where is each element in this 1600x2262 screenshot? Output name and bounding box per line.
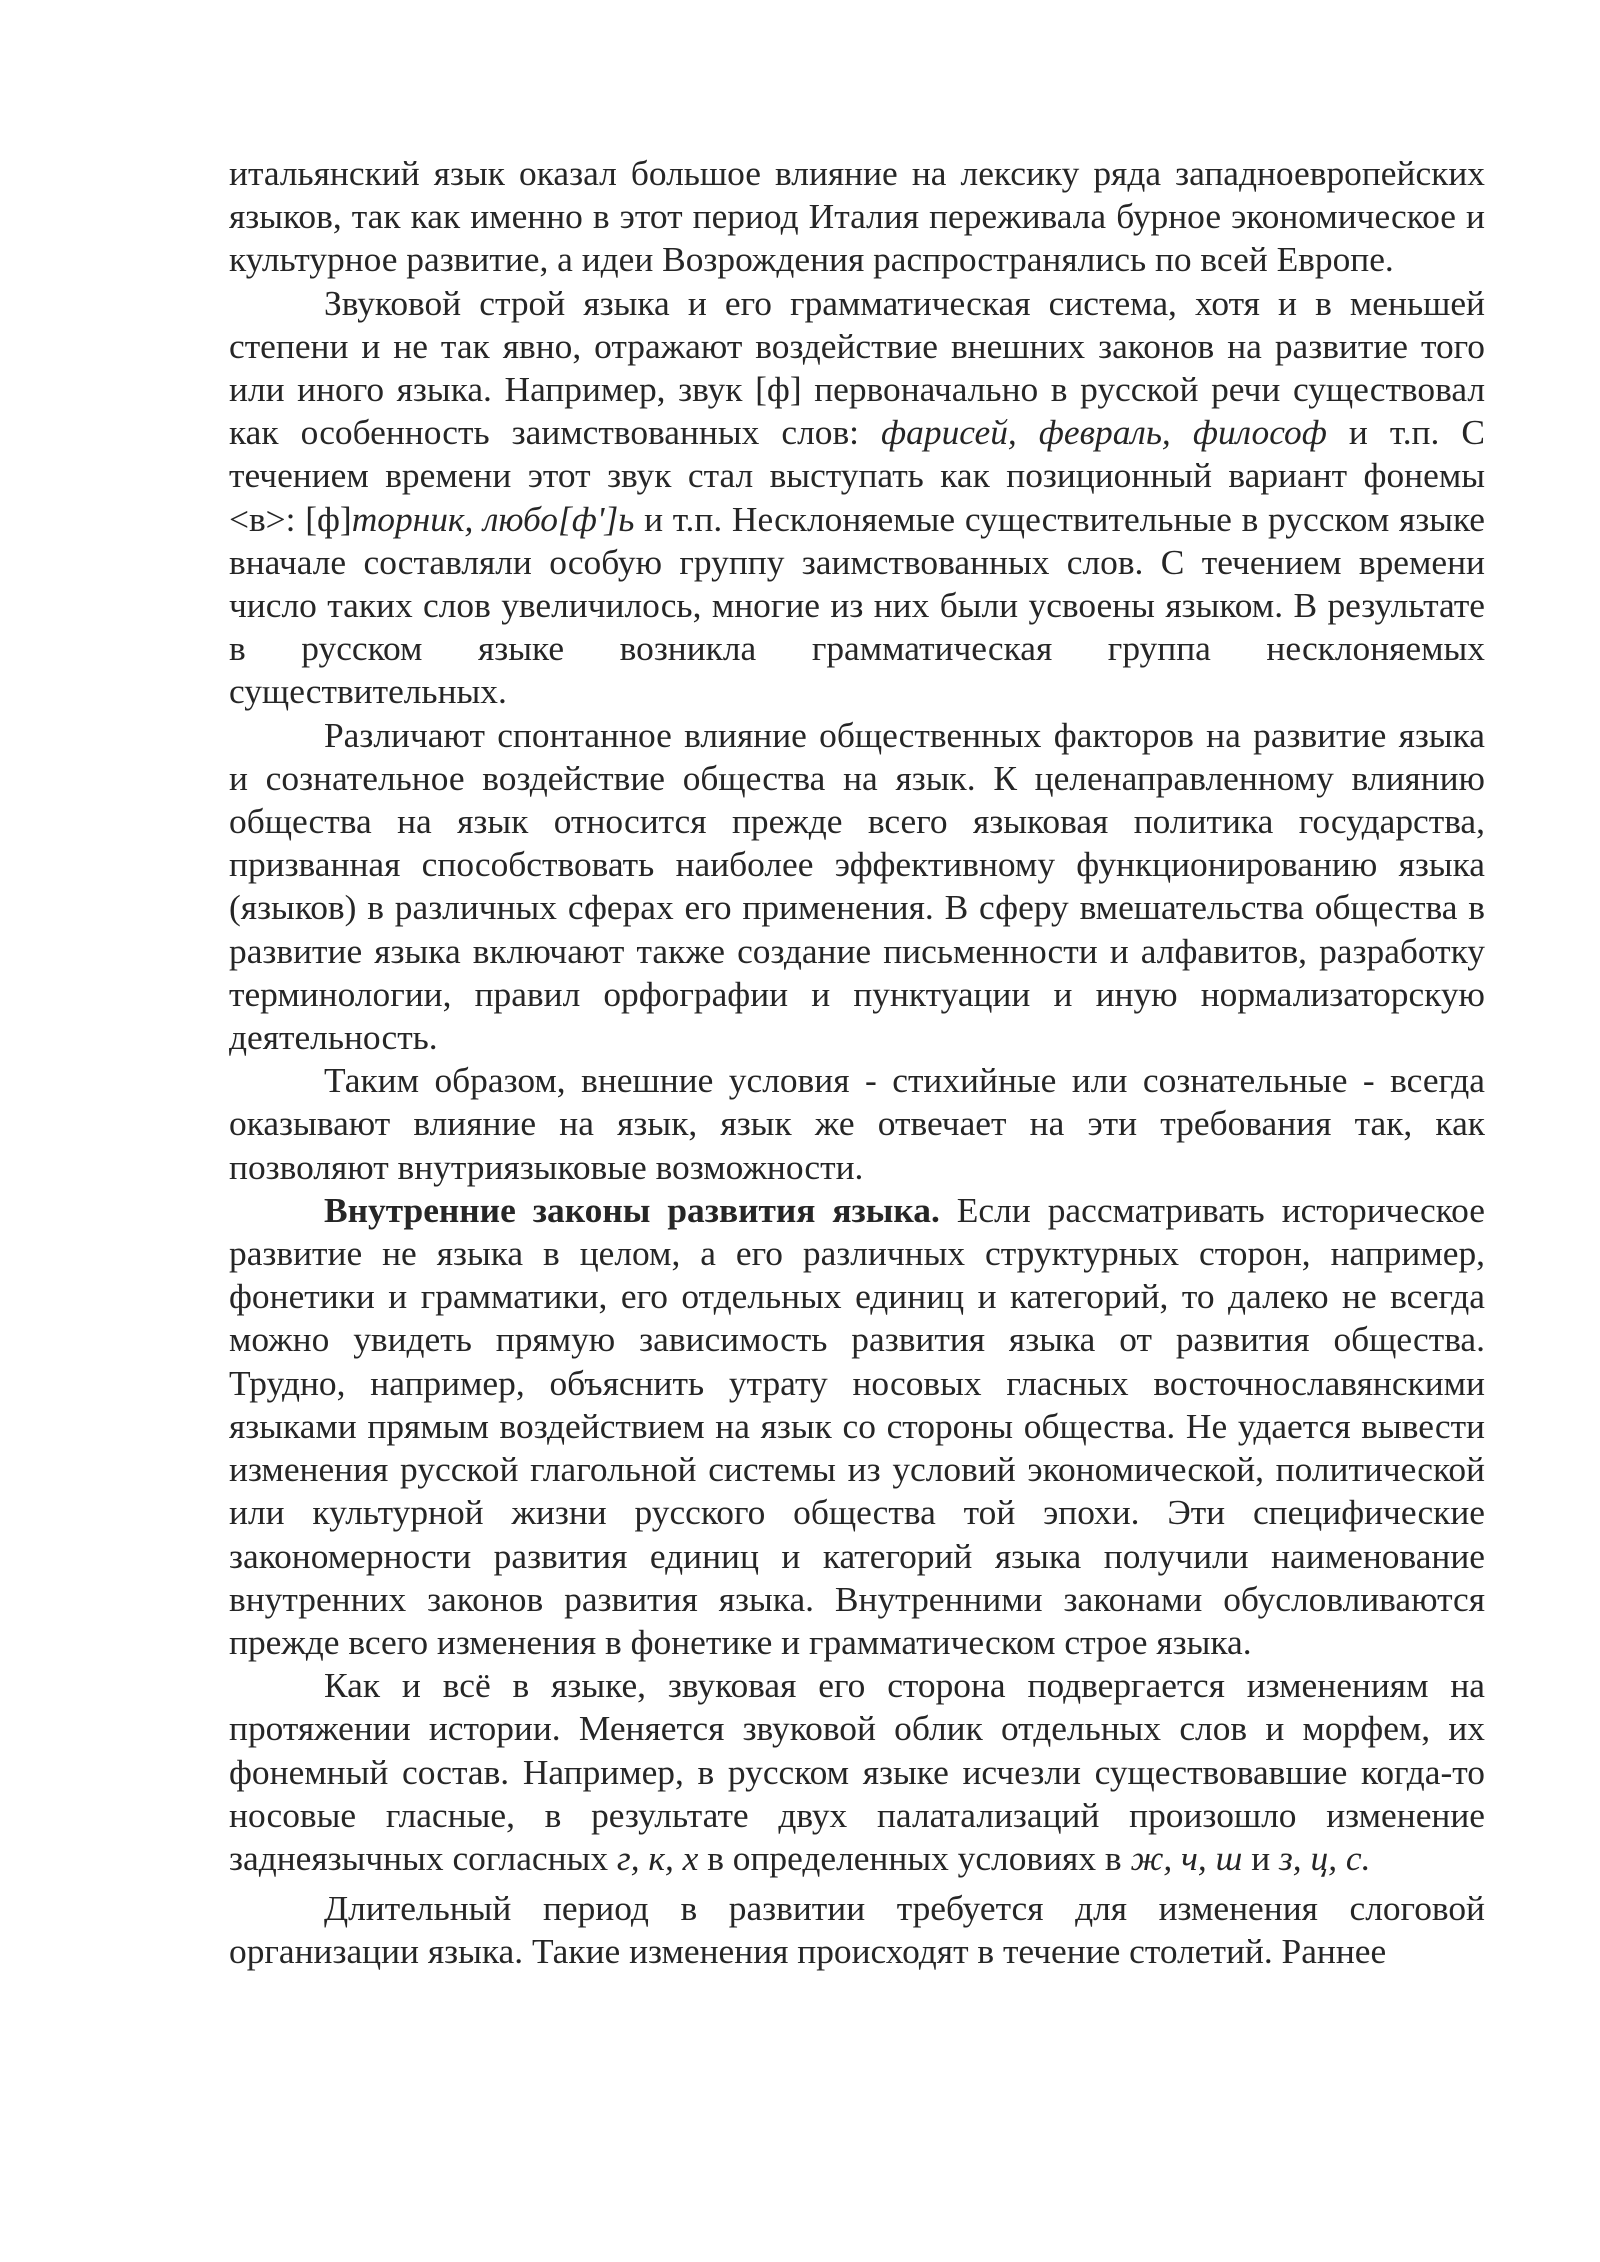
paragraph (229, 152, 1485, 282)
text-run: Как и всё в языке, звуковая его сторона подвергается изменениям на протяжении истории. Меняется звуковой облик отдельных слов и морфем, их фонемный состав. Например, в русском языке исчезли существовавшие когда-то носовые гласные, в результате двух палатализаций произошло изменение заднеязычных согласных (229, 1665, 1485, 1878)
text-run: Длительный период в развитии требуется для изменения слоговой организации языка. Такие изменения происходят в течение столетий. Раннее (229, 1888, 1485, 1972)
text-run: и т.п. С течением времени этот звук стал выступать как позиционный вариант фонемы <в>: [ф] (229, 412, 1485, 539)
text-run: и (1242, 1837, 1279, 1878)
text-run: Звуковой строй языка и его грамматическая система, хотя и в меньшей степени и не так явно, отражают воздействие внешних законов на развитие того или иного языка. Например, звук [ф] первоначально в русской речи существовал как особенность заимствованных слов: (229, 282, 1485, 453)
text-run: Таким образом, внешние условия - стихийные или сознательные - всегда оказывают влияние на язык, язык же отвечает на эти требования так, как позволяют внутриязыковые возможности. (229, 1060, 1485, 1187)
text-run: в определенных условиях в (698, 1837, 1131, 1878)
italic-text-run: ж, ч, ш (1130, 1837, 1243, 1878)
paragraph (229, 1664, 1485, 1880)
section-heading-inline: Внутренние законы развития языка. (324, 1189, 940, 1230)
document-page (229, 152, 1485, 1974)
paragraph (229, 282, 1485, 714)
italic-text-run: з, ц, с. (1279, 1837, 1371, 1878)
text-run: и т.п. Несклоняемые существительные в русском языке вначале составляли особую группу заимствованных слов. С течением времени число таких слов увеличилось, многие из них были усвоены языком. В результате в русском языке возникла грамматическая группа несклоняемых существительных. (229, 498, 1486, 712)
text-run: итальянский язык оказал большое влияние на лексику ряда западноевропейских языков, так как именно в этот период Италия переживала бурное экономическое и культурное развитие, а идеи Возрождения распространялись по всей Европе. (229, 153, 1485, 280)
paragraph (229, 1887, 1485, 1973)
text-run: Различают спонтанное влияние общественных факторов на развитие языка и сознательное воздействие общества на язык. К целенаправленному влиянию общества на язык относится прежде всего языковая политика государства, призванная способствовать наиболее эффективному функционированию языка (языков) в различных сферах его применения. В сферу вмешательства общества в развитие языка включают также создание письменности и алфавитов, разработку терминологии, правил орфографии и пунктуации и иную нормализаторскую деятельность. (229, 714, 1485, 1058)
italic-text-run: торник, любо[ф']ь (351, 498, 635, 539)
paragraph (229, 1059, 1485, 1189)
italic-text-run: фарисей, февраль, философ (881, 412, 1327, 453)
paragraph (229, 1189, 1485, 1664)
italic-text-run: г, к, х (616, 1837, 699, 1878)
text-run: Если рассматривать историческое развитие не языка в целом, а его различных структурных сторон, например, фонетики и грамматики, его отдельных единиц и категорий, то далеко не всегда можно увидеть прямую зависимость развития языка от развития общества. Трудно, например, объяснить утрату носовых гласных восточнославянскими языками прямым воздействием на язык со стороны общества. Не удается вывести изменения русской глагольной системы из условий экономической, политической или культурной жизни русского общества той эпохи. Эти специфические закономерности развития единиц и категорий языка получили наименование внутренних законов развития языка. Внутренними законами обусловливаются прежде всего изменения в фонетике и грамматическом строе языка. (229, 1189, 1485, 1662)
paragraph (229, 714, 1485, 1060)
